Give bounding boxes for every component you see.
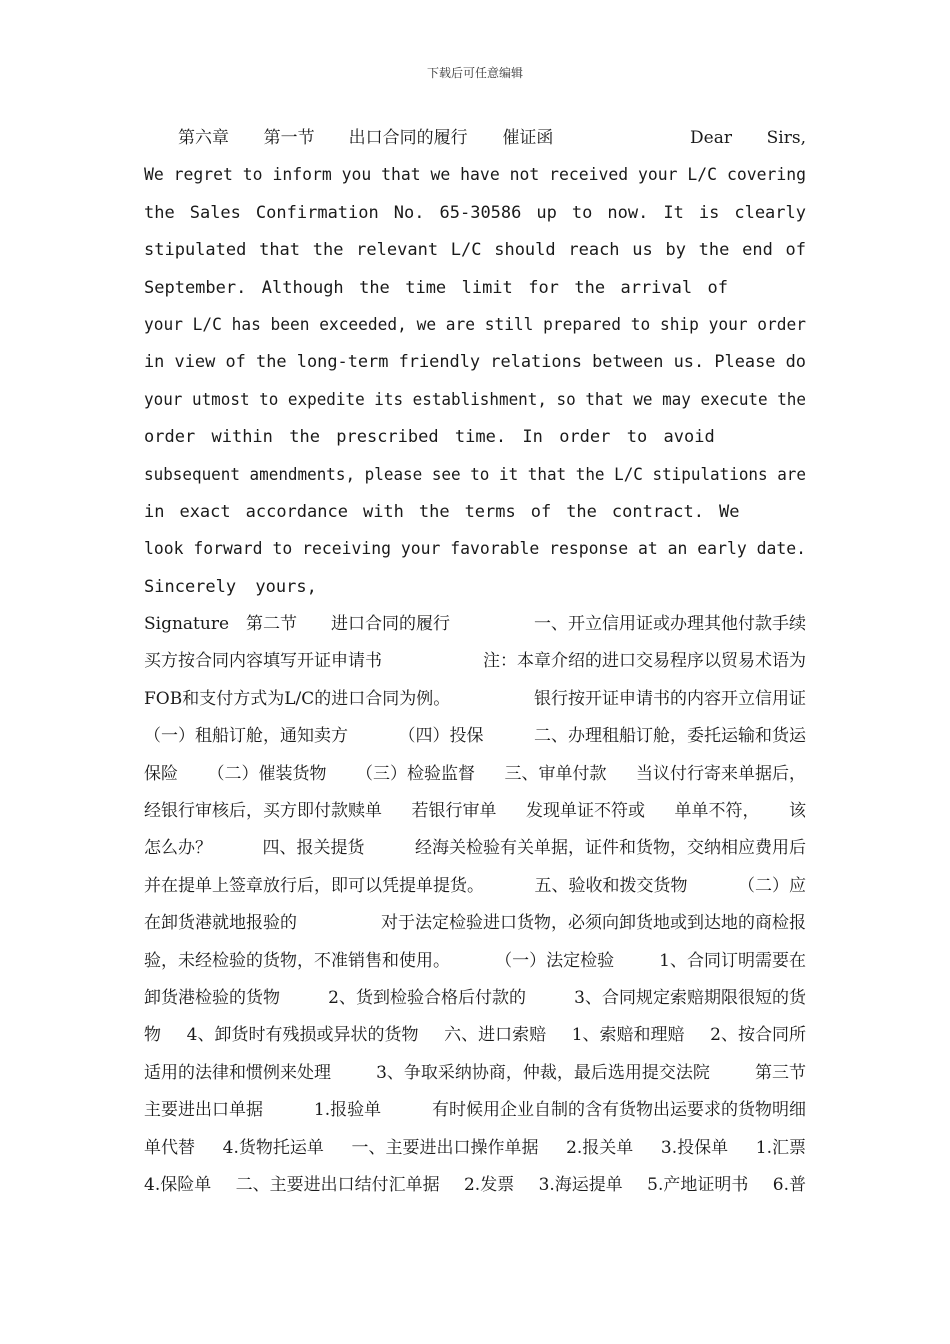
text-line: September. Although the time limit for the arrival of — [144, 277, 729, 298]
text-line: in view of the long-term friendly relations between us. Please do — [144, 352, 806, 373]
text-line: FOB和支付方式为L/C的进口合同为例。 银行按开证申请书的内容开立信用证 — [144, 688, 806, 709]
text-line: subsequent amendments, please see to it that the L/C stipulations are — [144, 464, 806, 485]
text-line: look forward to receiving your favorable response at an early date. — [144, 539, 806, 560]
text-line: the Sales Confirmation No. 65-30586 up to now. It is clearly — [144, 202, 806, 223]
text-line: 单代替 4.货物托运单 一、主要进出口操作单据 2.报关单 3.投保单 1.汇票 — [144, 1137, 806, 1158]
text-line: 适用的法律和惯例来处理 3、争取采纳协商，仲裁，最后选用提交法院 第三节 — [144, 1062, 806, 1083]
text-line: 卸货港检验的货物 2、货到检验合格后付款的 3、合同规定索赔期限很短的货 — [144, 987, 806, 1008]
text-line: 第六章 第一节 出口合同的履行 催证函 Dear Sirs, — [144, 128, 806, 148]
page-header: 下载后可任意编辑 — [426, 66, 523, 80]
text-line: Sincerely yours, — [144, 576, 317, 597]
text-line: in exact accordance with the terms of the contract. We — [144, 501, 740, 522]
text-line: 4.保险单 二、主要进出口结付汇单据 2.发票 3.海运提单 5.产地证明书 6.普 — [144, 1174, 806, 1195]
text-line: We regret to inform you that we have not received your L/C covering — [144, 165, 806, 186]
text-line: Signature 第二节 进口合同的履行 一、开立信用证或办理其他付款手续 — [144, 614, 806, 635]
text-line: your L/C has been exceeded, we are still prepared to ship your order — [144, 314, 806, 335]
text-line: 并在提单上签章放行后，即可以凭提单提货。 五、验收和拨交货物 （二）应 — [144, 875, 806, 896]
document-body — [144, 120, 806, 1204]
text-line: 怎么办？ 四、报关提货 经海关检验有关单据，证件和货物，交纳相应费用后 — [144, 838, 806, 859]
text-line: order within the prescribed time. In order to avoid — [144, 427, 715, 448]
text-line: 物 4、卸货时有残损或异状的货物 六、进口索赔 1、索赔和理赔 2、按合同所 — [144, 1025, 806, 1046]
text-line: 在卸货港就地报验的 对于法定检验进口货物，必须向卸货地或到达地的商检报 — [144, 913, 806, 934]
text-line: 经银行审核后，买方即付款赎单 若银行审单 发现单证不符或 单单不符， 该 — [144, 801, 806, 822]
text-line: 保险 （二）催装货物 （三）检验监督 三、审单付款 当议付行寄来单据后， — [144, 763, 806, 784]
text-line: stipulated that the relevant L/C should reach us by the end of — [144, 240, 806, 261]
text-line: your utmost to expedite its establishment, so that we may execute the — [144, 389, 806, 410]
text-line: 买方按合同内容填写开证申请书 注：本章介绍的进口交易程序以贸易术语为 — [144, 651, 806, 672]
text-line: 主要进出口单据 1.报验单 有时候用企业自制的含有货物出运要求的货物明细 — [144, 1100, 806, 1121]
text-line: （一）租船订舱，通知卖方 （四）投保 二、办理租船订舱，委托运输和货运 — [144, 726, 806, 747]
text-line: 验，未经检验的货物，不准销售和使用。 （一）法定检验 1、合同订明需要在 — [144, 950, 806, 971]
